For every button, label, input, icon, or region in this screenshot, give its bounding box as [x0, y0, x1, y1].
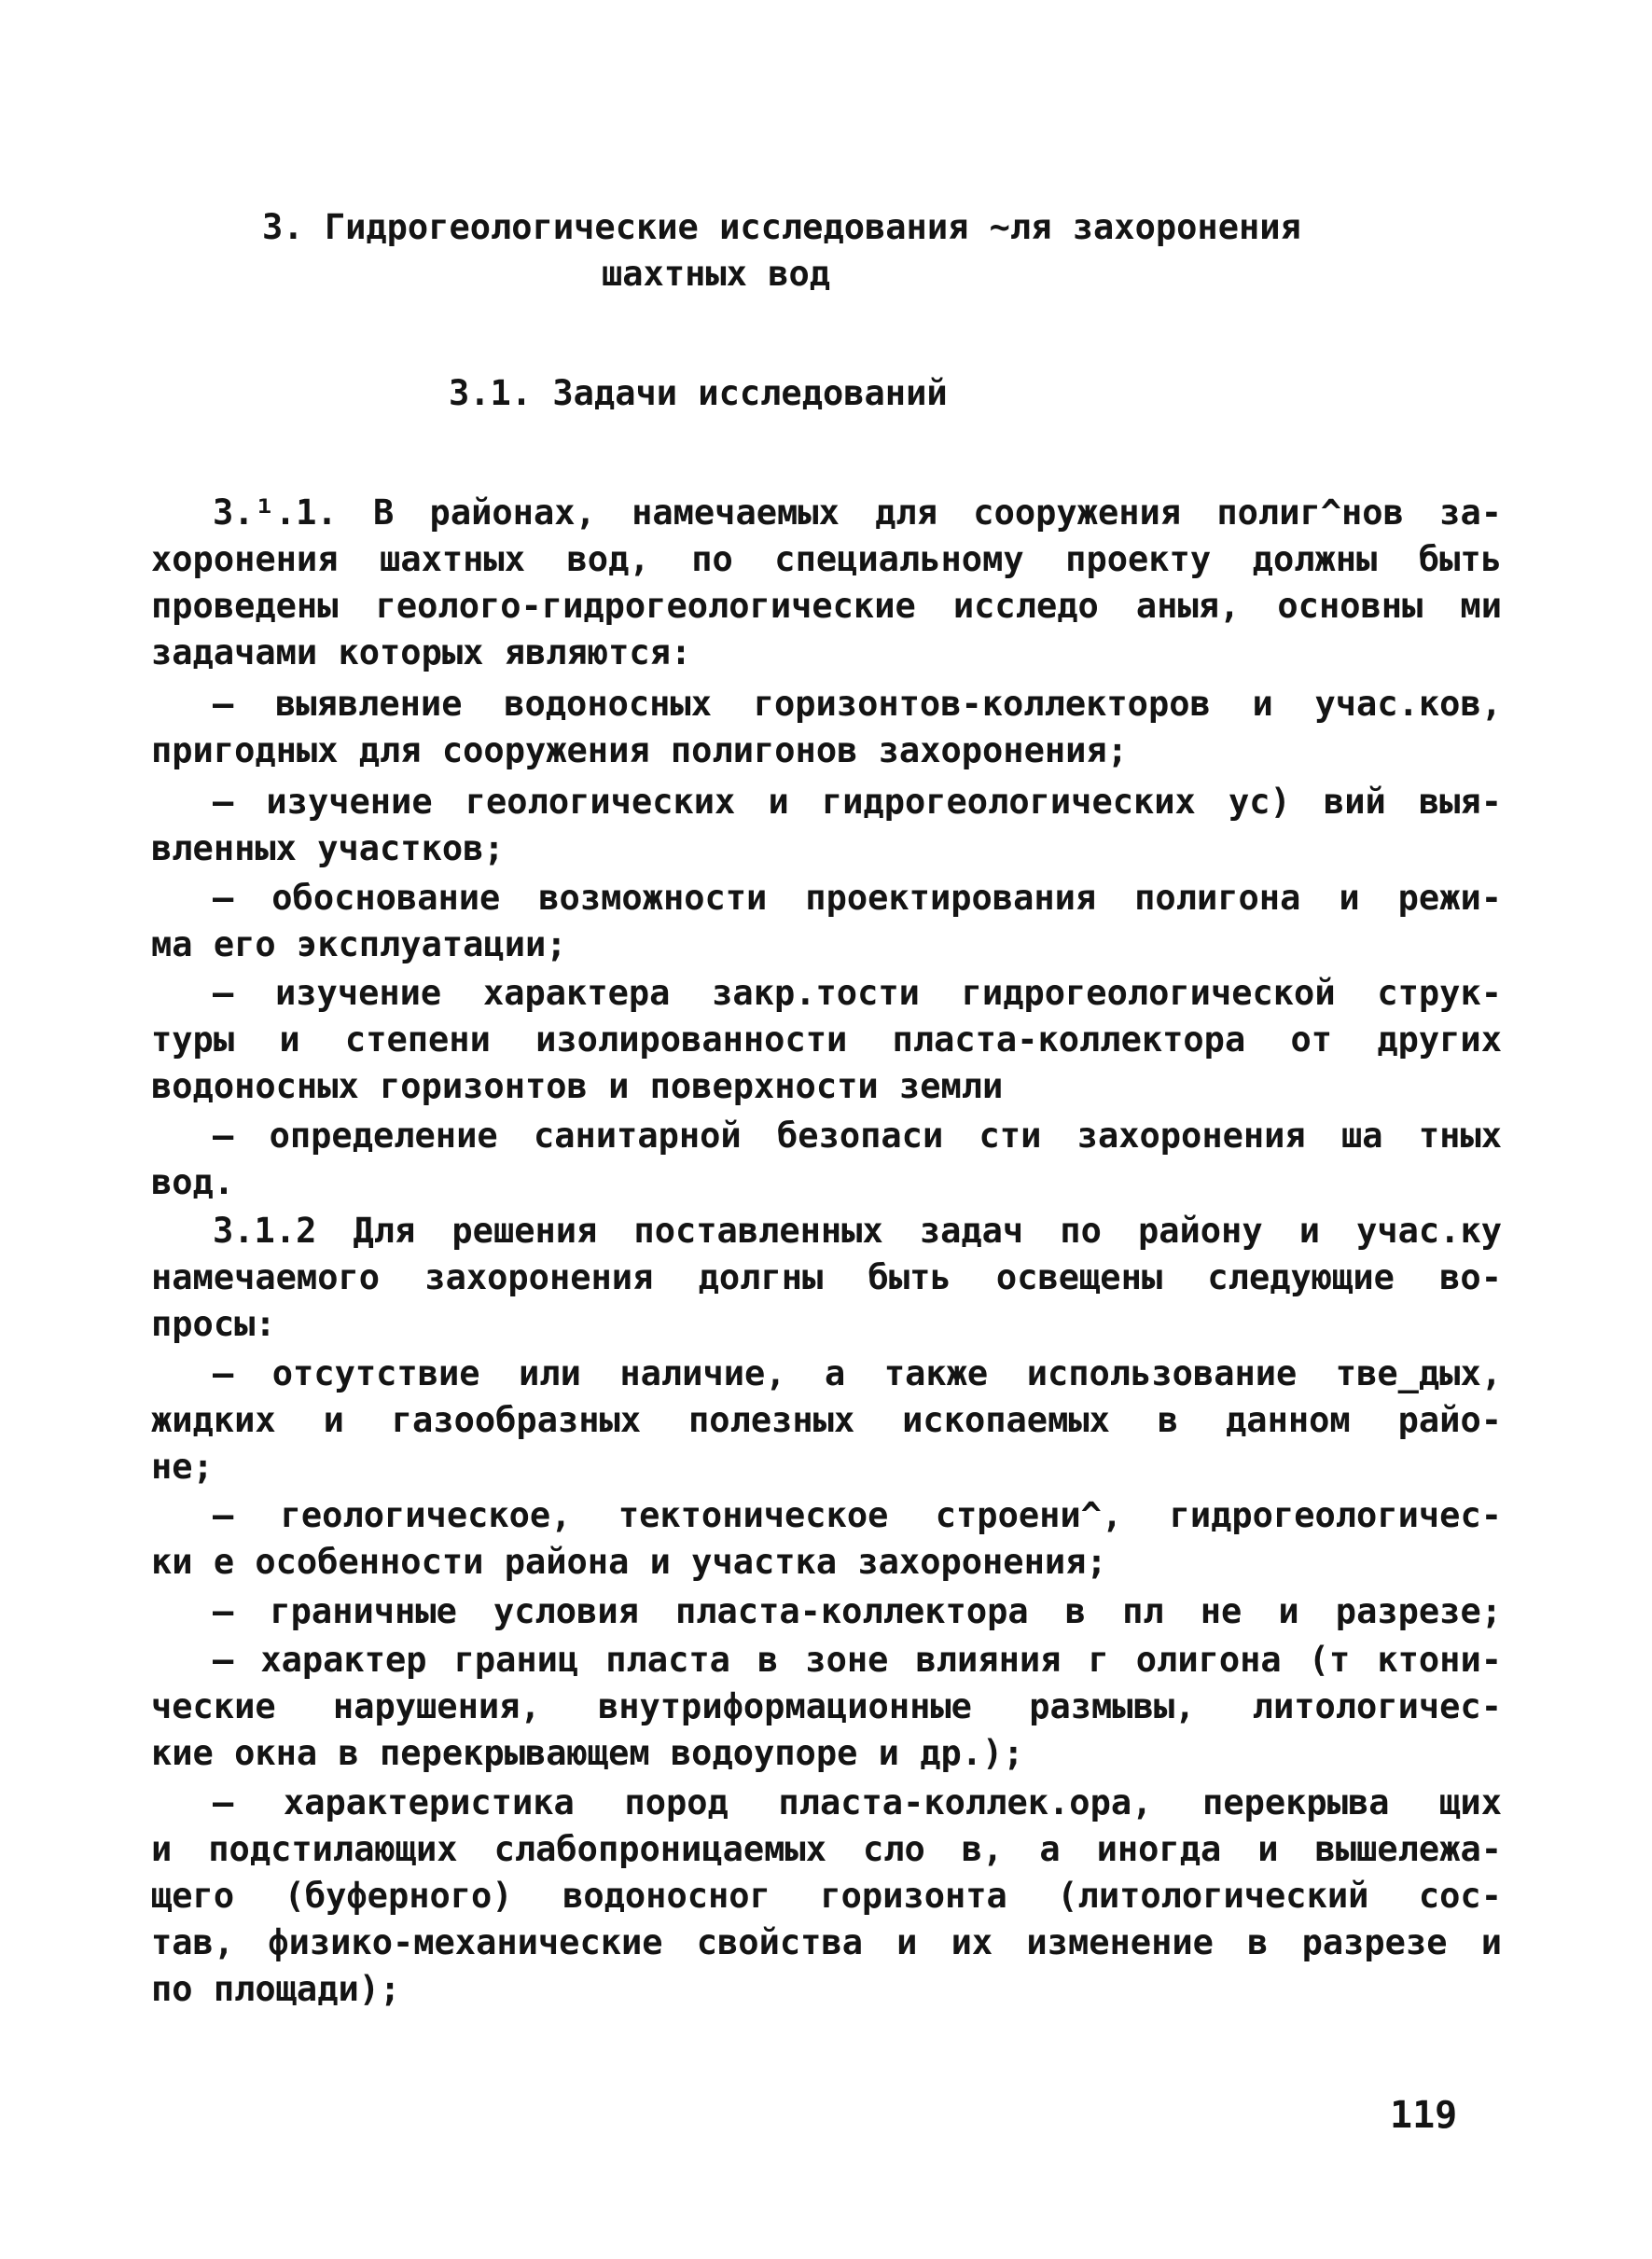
list-item-line: не;	[151, 1447, 214, 1487]
list-item-line: – изучение геологических и гидрогеологических ус) вий выя-	[213, 782, 1502, 822]
list-item-line: ки е особенности района и участка захоронения;	[151, 1542, 1107, 1582]
list-item-line: щего (буферного) водоносног горизонта (литологический сос-	[151, 1876, 1502, 1916]
paragraph-line: проведены геолого-гидрогеологические исследо аныя, основны ми	[151, 586, 1502, 626]
list-item-line: – характер границ пласта в зоне влияния г олигона (т ктони-	[213, 1640, 1502, 1680]
paragraph-line: задачами которых являются:	[151, 632, 692, 672]
paragraph-line: хоронения шахтных вод, по специальному проекту должны быть	[151, 539, 1502, 579]
page-number: 119	[1390, 2094, 1458, 2137]
list-item-line: ма его эксплуатации;	[151, 924, 567, 964]
list-item-line: – выявление водоносных горизонтов-коллекторов и учас.ков,	[213, 684, 1502, 724]
list-item-line: – обоснование возможности проектирования полигона и режи-	[213, 878, 1502, 918]
list-item-line: туры и степени изолированности пласта-коллектора от других	[151, 1019, 1502, 1060]
paragraph-line: намечаемого захоронения долгны быть освещены следующие во-	[151, 1257, 1502, 1297]
list-item-line: по площади);	[151, 1969, 401, 2009]
list-item-line: вод.	[151, 1162, 235, 1202]
list-item-line: водоносных горизонтов и поверхности земли	[151, 1066, 1004, 1106]
list-item-line: – геологическое, тектоническое строени^, гидрогеологичес-	[213, 1495, 1502, 1535]
list-item-line: и подстилающих слабопроницаемых сло в, а иногда и вышележа-	[151, 1829, 1502, 1869]
section-title-line-2: шахтных вод	[602, 254, 831, 294]
list-item-line: – определение санитарной безопаси сти захоронения ша тных	[213, 1116, 1502, 1156]
list-item-line: ческие нарушения, внутриформационные размывы, литологичес-	[151, 1686, 1502, 1726]
list-item-line: – изучение характера закр.тости гидрогеологической струк-	[213, 973, 1502, 1013]
paragraph-line: просы:	[151, 1304, 276, 1344]
list-item-line: – граничные условия пласта-коллектора в пл не и разрезе;	[213, 1591, 1502, 1631]
list-item-line: кие окна в перекрывающем водоупоре и др.);	[151, 1733, 1024, 1773]
list-item-line: – отсутствие или наличие, а также использование тве_дых,	[213, 1353, 1502, 1393]
subsection-title: 3.1. Задачи исследований	[449, 373, 948, 413]
paragraph-line: 3.1.2 Для решения поставленных задач по району и учас.ку	[213, 1211, 1502, 1251]
list-item-line: жидких и газообразных полезных ископаемых в данном райо-	[151, 1400, 1502, 1440]
paragraph-line: 3.¹.1. В районах, намечаемых для сооружения полиг^нов за-	[213, 492, 1502, 533]
section-title-line-1: 3. Гидрогеологические исследования ~ля захоронения	[262, 207, 1301, 247]
list-item-line: пригодных для сооружения полигонов захоронения;	[151, 730, 1128, 770]
list-item-line: – характеристика пород пласта-коллек.ора, перекрыва щих	[213, 1782, 1502, 1822]
list-item-line: тав, физико-механические свойства и их изменение в разрезе и	[151, 1922, 1502, 1962]
list-item-line: вленных участков;	[151, 828, 505, 868]
